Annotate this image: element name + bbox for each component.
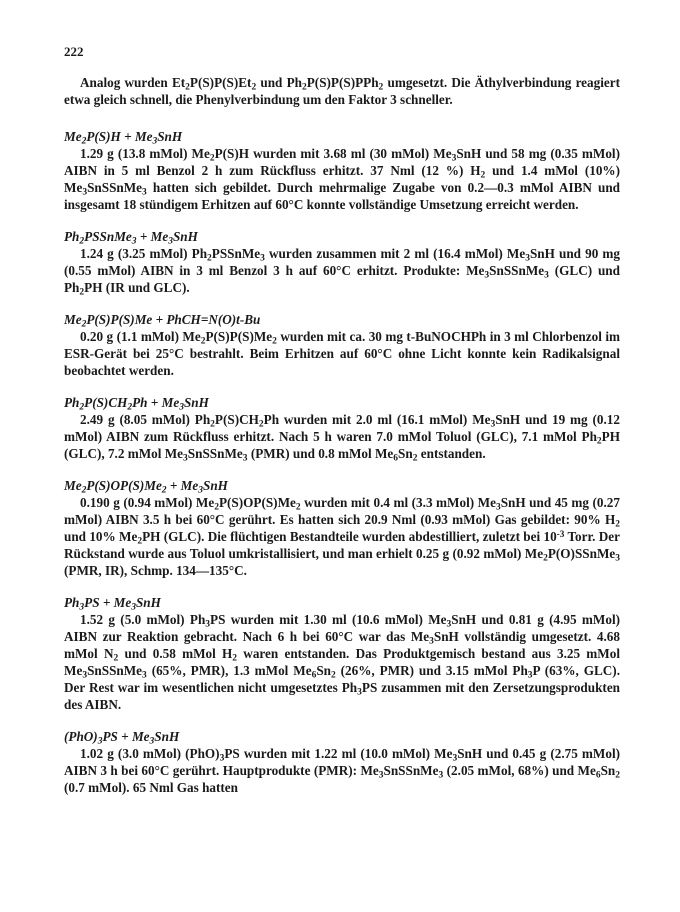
section-ph2pssnme3 [64,228,620,296]
section-me2psop [64,477,620,579]
section-body: 1.29 g (13.8 mMol) $Me_2P(S)H$ wurden mit 3.68 ml (30 mMol) $Me_3SnH$ und 58 mg (0.35 mMol) AIBN in 5 ml Benzol 2 h zum Rückfluss erhitzt. 37 Nml (12 %) $H_2$ und 1.4 mMol (10%) $Me_3SnSSnMe_3$ hatten sich gebildet. Durch mehrmalige Zugabe von 0.2—0.3 mMol AIBN und insgesamt 18 stündigem Erhitzen auf 60°C konnte vollständige Umsetzung erreicht werden. [64,146,620,212]
section-title: $(PhO)_3PS + Me_3SnH$ [64,729,180,747]
section-body: 0.20 g (1.1 mMol) $Me_2P(S)P(S)Me_2$ wurden mit ca. 30 mg t-BuNOCHPh in 3 ml Chlorbenzol im ESR-Gerät bei 25°C bestrahlt. Beim Erhitzen auf 60°C ohne Licht konnte kein Radikalsignal beobachtet werden. [64,329,620,378]
section-title: $Me_2P(S)H + Me_3SnH$ [64,129,183,147]
section-title: $Ph_3PS + Me_3SnH$ [64,595,161,613]
section-title: $Ph_2PSSnMe_3 + Me_3SnH$ [64,229,198,247]
section-ph3ps [64,594,620,713]
section-body: 1.52 g (5.0 mMol) $Ph_3PS$ wurden mit 1.30 ml (10.6 mMol) $Me_3SnH$ und 0.81 g (4.95 mMol) AIBN zur Reaktion gebracht. Nach 6 h bei 60°C war das $Me_3SnH$ vollständig umgesetzt. 4.68 mMol $N_2$ und 0.58 mMol $H_2$ waren entstanden. Das Produktgemisch bestand aus 3.25 mMol $Me_3SnSSnMe_3$ (65%, PMR), 1.3 mMol $Me_6Sn_2$ (26%, PMR) und 3.15 mMol $Ph_3P$ (63%, GLC). Der Rest war im wesentlichen nicht umgesetztes $Ph_3PS$ zusammen mit den Zersetzungsprodukten des AIBN. [64,612,621,712]
section-ph2psch2ph [64,394,620,462]
section-pho3ps [64,728,620,796]
section-me2psh [64,128,620,213]
section-title: $Me_2P(S)P(S)Me$ + PhCH=N(O)t-Bu [64,312,261,330]
section-body: 1.02 g (3.0 mMol) $(PhO)_3PS$ wurden mit 1.22 ml (10.0 mMol) $Me_3SnH$ und 0.45 g (2.75 mMol) AIBN 3 h bei 60°C gerührt. Hauptprodukte (PMR): $Me_3SnSSnMe_3$ (2.05 mMol, 68%) und $Me_6Sn_2$ (0.7 mMol). 65 Nml Gas hatten [64,746,621,795]
page-content [64,74,620,811]
section-me2psp-nitrone [64,311,620,379]
section-title: $Me_2P(S)OP(S)Me_2 + Me_3SnH$ [64,478,228,496]
section-body: 1.24 g (3.25 mMol) $Ph_2PSSnMe_3$ wurden zusammen mit 2 ml (16.4 mMol) $Me_3SnH$ und 90 mg (0.55 mMol) AIBN in 3 ml Benzol 3 h auf 60°C erhitzt. Produkte: $Me_3SnSSnMe_3$ (GLC) und $Ph_2PH$ (IR und GLC). [64,246,620,298]
intro-paragraph: Analog wurden $Et_2P(S)P(S)Et_2$ und $Ph_2P(S)P(S)PPh_2$ umgesetzt. Die Äthylverbindung reagiert etwa gleich schnell, die Phenylverbindung um den Faktor 3 schneller. [64,75,620,107]
section-title: $Ph_2P(S)CH_2Ph + Me_3SnH$ [64,395,209,413]
section-body: 0.190 g (0.94 mMol) $Me_2P(S)OP(S)Me_2$ wurden mit 0.4 ml (3.3 mMol) $Me_3SnH$ und 45 mg (0.27 mMol) AIBN 3.5 h bei 60°C gerührt. Es hatten sich 20.9 Nml (0.93 mMol) Gas gebildet: 90% $H_2$ und 10% $Me_2PH$ (GLC). Die flüchtigen Bestandteile wurden abdestilliert, zuletzt bei $10^{-3}$ Torr. Der Rückstand wurde aus Toluol umkristallisiert, und man erhielt 0.25 g (0.92 mMol) $Me_2P(O)SSnMe_3$ (PMR, IR), Schmp. 134—135°C. [64,495,620,578]
page-number: 222 [64,44,84,59]
section-body: 2.49 g (8.05 mMol) $Ph_2P(S)CH_2Ph$ wurden mit 2.0 ml (16.1 mMol) $Me_3SnH$ und 19 mg (0.12 mMol) AIBN zum Rückfluss erhitzt. Nach 5 h waren 7.0 mMol Toluol (GLC), 7.1 mMol $Ph_2PH$ (GLC), 7.2 mMol $Me_3SnSSnMe_3$ (PMR) und 0.8 mMol $Me_6Sn_2$ entstanden. [64,412,620,464]
